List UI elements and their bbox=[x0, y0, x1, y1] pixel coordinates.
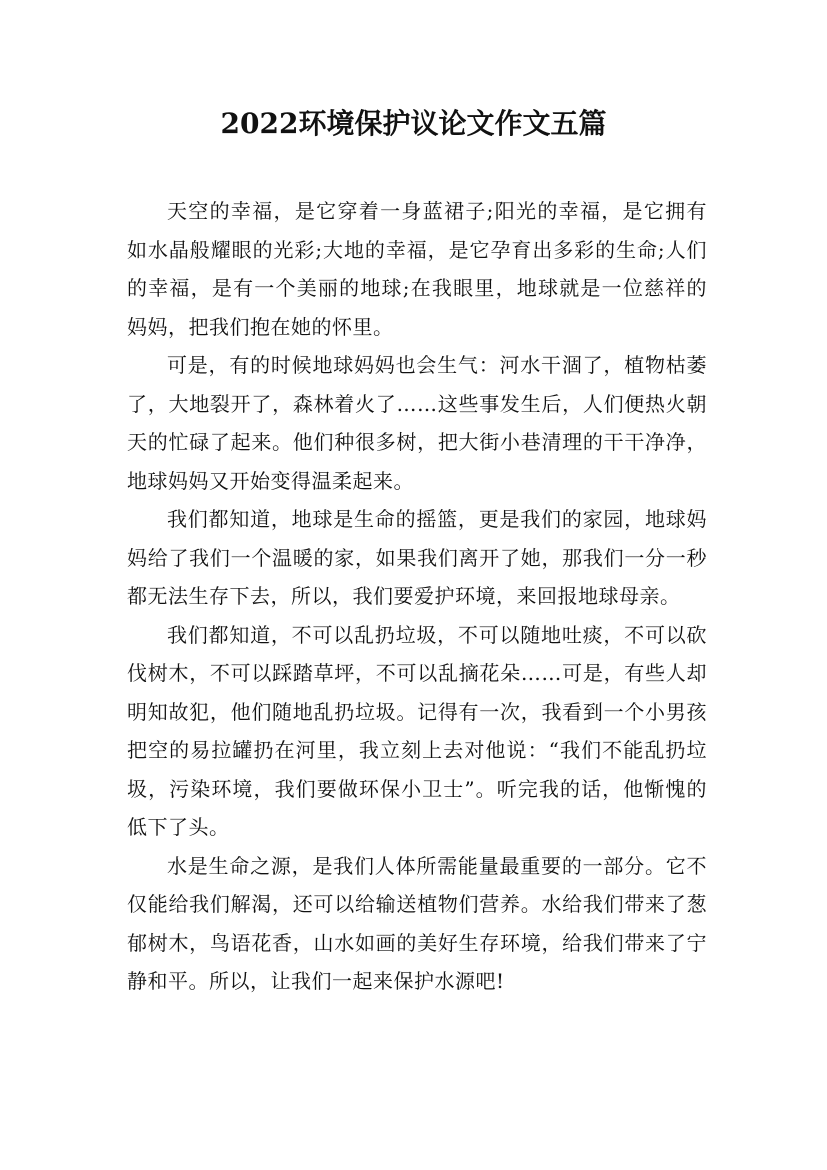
paragraph-4: 我们都知道，不可以乱扔垃圾，不可以随地吐痰，不可以砍伐树木，不可以踩踏草坪，不可以乱摘花朵……可是，有些人却明知故犯，他们随地乱扔垃圾。记得有一次，我看到一个小男孩把空的易拉罐扔在河里，我立刻上去对他说：“我们不能乱扔垃圾，污染环境，我们要做环保小卫士”。听完我的话，他惭愧的低下了头。 bbox=[127, 622, 707, 839]
document-title: 2022环境保护议论文作文五篇 bbox=[220, 107, 607, 140]
paragraph-1: 天空的幸福，是它穿着一身蓝裙子;阳光的幸福，是它拥有如水晶般耀眼的光彩;大地的幸福，是它孕育出多彩的生命;人们的幸福，是有一个美丽的地球;在我眼里，地球就是一位慈祥的妈妈，把我们抱在她的怀里。 bbox=[127, 199, 707, 339]
paragraph-3: 我们都知道，地球是生命的摇篮，更是我们的家园，地球妈妈给了我们一个温暖的家，如果我们离开了她，那我们一分一秒都无法生存下去，所以，我们要爱护环境，来回报地球母亲。 bbox=[127, 507, 707, 608]
document-body bbox=[127, 192, 707, 1001]
paragraph-2: 可是，有的时候地球妈妈也会生气：河水干涸了，植物枯萎了，大地裂开了，森林着火了……这些事发生后，人们便热火朝天的忙碌了起来。他们种很多树，把大街小巷清理的干干净净，地球妈妈又开始变得温柔起来。 bbox=[127, 353, 707, 493]
paragraph-5: 水是生命之源，是我们人体所需能量最重要的一部分。它不仅能给我们解渴，还可以给输送植物们营养。水给我们带来了葱郁树木，鸟语花香，山水如画的美好生存环境，给我们带来了宁静和平。所以，让我们一起来保护水源吧! bbox=[127, 853, 707, 993]
